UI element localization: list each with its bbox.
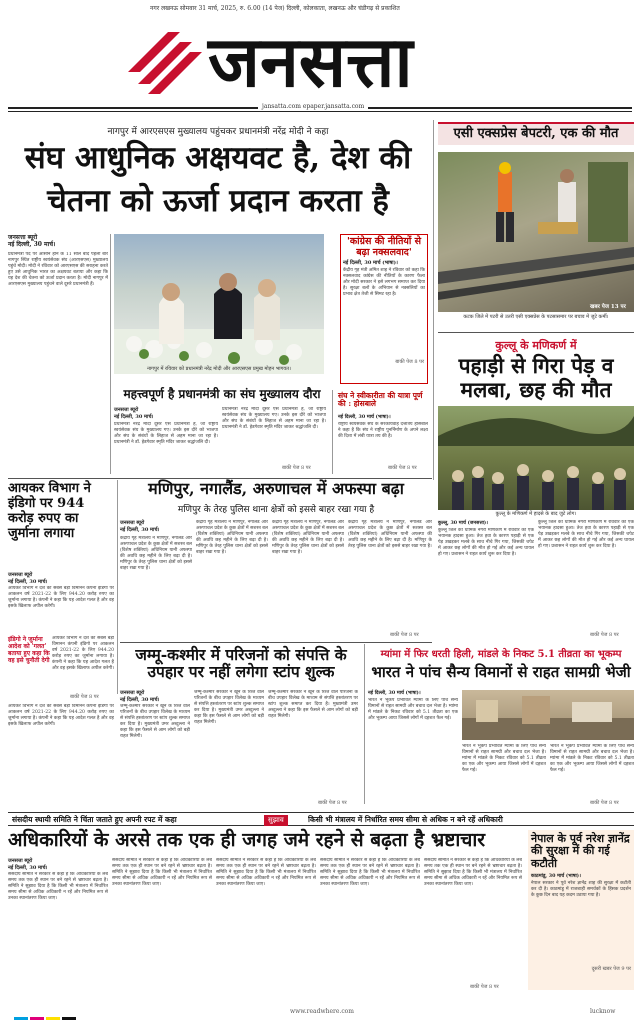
congress-box [340,234,428,384]
myanmar-kicker: म्यांमा में फिर धरती हिली, मांडले के निकट 5.1 तीव्रता का भूकम्प [380,649,622,660]
lead-photo-figures [114,234,324,374]
left-column-body: आयकर विभाग ने देश की सबसे बड़ी विमानन कंपनी इंडिगो पर आकलन वर्ष 2021-22 के लिए 944.20 करोड़ रुपए का जुर्माना लगाया है। कंपनी ने कहा कि यह आदेश गलत है और वह इसके खिलाफ अपील करेगी। [8,704,114,727]
sangh-visit-byline: जनसत्ता ब्यूरो नई दिल्ली, 30 मार्च। [114,407,154,420]
lead-photo [114,234,324,374]
column-rule [110,234,111,474]
kullu-headline: पहाड़ी से गिरा पेड़ व मलबा, छह की मौत [458,353,614,402]
jk-more[interactable]: बाकी पेज 8 पर [318,800,347,806]
suggestion-bar-right: किसी भी मंत्रालय में निर्धारित समय सीमा से अधिक न बने रहें अधिकारी [308,815,503,824]
congress-more[interactable]: बाकी पेज 8 पर [395,359,424,366]
suggestion-bar [8,812,634,826]
lead-body: प्रधानमंत्री पद पर आसीन होने के 11 साल बाद पहली बार नागपुर स्थित राष्ट्रीय स्वयंसेवक संघ (आरएसएस) मुख्यालय पहुंचे मोदी। मोदी ने रविवार को आरएसएस की सराहना करते हुए उसे आधुनिक भारत का अक्षयवट बताया और कहा कि यह देश की चेतना को ऊर्जा प्रदान करता है। मोदी नागपुर में आरएसएस मुख्यालय पहुंचने वाले दूसरे प्रधानमंत्री हैं। [8,252,108,287]
color-registration-bar [14,1008,78,1020]
afspa-body-col4: केंद्रीय गृह मंत्रालय ने मणिपुर, नगालैंड और अरुणाचल प्रदेश के कुछ क्षेत्रों में सशस्त्र बल (विशेष शक्तियां) अधिनियम यानी अफस्पा की अवधि छह महीने के लिए बढ़ा दी है। मणिपुर के तेरह पुलिस थाना क्षेत्रों को इससे बाहर रखा गया है। [348,520,432,549]
afspa-subhead: मणिपुर के तेरह पुलिस थाना क्षेत्रों को इससे बाहर रखा गया है [177,505,375,515]
hosabale-body: राष्ट्रीय स्वयंसेवक संघ के सरकार्यवाह दत्तात्रेय होसबाले ने कहा है कि संघ ने राष्ट्रीय पुनर्निर्माण के अपने लक्ष्य की दिशा में लंबी यात्रा तय की है। [338,422,428,439]
corruption-body-col5: संसदीय समिति ने सरकार से कहा है कि अधिकारियों के लंबे समय तक एक ही स्थान पर बने रहने से भ्रष्टाचार बढ़ता है। समिति ने सुझाव दिया है कि किसी भी मंत्रालय में निर्धारित समय सीमा से अधिक अधिकारी न रहें और नियमित रूप से उनका स्थानांतरण किया जाए। [424,858,522,887]
sangh-visit-body-col1: प्रधानमंत्री नरेंद्र मोदी दूसरे ऐसे प्रधानमंत्री हैं, जो राष्ट्रीय स्वयंसेवक संघ के मुख्यालय गए। उनके इस दौरे को भाजपा और संघ के संबंधों के लिहाज से अहम माना जा रहा है। प्रधानमंत्री ने डॉ. हेडगेवार स्मृति मंदिर जाकर श्रद्धांजलि दी। [114,422,218,445]
jk-headline: जम्मू-कश्मीर में परिजनों को संपत्ति के उपहार पर नहीं लगेगा स्टांप शुल्क [135,645,347,682]
hosabale-headline: संघ ने स्वीकारीता की यात्रा पूर्ण की : होसबाले [338,391,423,409]
logo-text: जनसत्ता [208,22,413,100]
indigo-more[interactable]: बाकी पेज 8 पर [70,694,99,700]
sangh-visit-body-col2: प्रधानमंत्री नरेंद्र मोदी दूसरे ऐसे प्रधानमंत्री हैं, जो राष्ट्रीय स्वयंसेवक संघ के मुख्यालय गए। उनके इस दौरे को भाजपा और संघ के संबंधों के लिहाज से अहम माना जा रहा है। प्रधानमंत्री ने डॉ. हेडगेवार स्मृति मंदिर जाकर श्रद्धांजलि दी। [222,407,326,430]
nepal-box [528,830,634,990]
nepal-more[interactable]: दूसरी खबर पेज 9 पर [591,965,631,972]
congress-headline: 'कांग्रेस की नीतियों से बढ़ा नक्सलवाद' [346,236,422,258]
myanmar-body-col1: भारत ने भूकंप प्रभावित म्यांमा के लिए पांच सैन्य विमानों से राहत सामग्री और बचाव दल भेजा है। म्यांमा में मांडले के निकट रविवार को 5.1 तीव्रता का एक और भूकम्प आया जिससे लोगों में दहशत फैल गई। [368,698,458,721]
indigo-headline: आयकर विभाग ने इंडिगो पर 944 करोड़ रुपए का जुर्माना लगाया [8,481,91,541]
column-rule [364,644,365,804]
myanmar-photo [462,690,634,740]
logo-emblem-icon [128,32,202,94]
afspa-body-col1: केंद्रीय गृह मंत्रालय ने मणिपुर, नगालैंड और अरुणाचल प्रदेश के कुछ क्षेत्रों में सशस्त्र बल (विशेष शक्तियां) अधिनियम यानी अफस्पा की अवधि छह महीने के लिए बढ़ा दी है। मणिपुर के तेरह पुलिस थाना क्षेत्रों को इससे बाहर रखा गया है। [120,536,192,571]
afspa-more[interactable]: बाकी पेज 8 पर [390,632,419,638]
nepal-body: नेपाल सरकार ने पूर्व नरेश ज्ञानेंद्र शाह की सुरक्षा में कटौती कर दी है। काठमांडू में राजशाही समर्थकों के हिंसक प्रदर्शन के कुछ दिन बाद यह कदम उठाया गया है। [531,880,631,898]
afspa-byline: जनसत्ता ब्यूरो नई दिल्ली, 30 मार्च। [120,520,160,533]
masthead-url[interactable]: jansatta.com epaper.jansatta.com [258,103,368,110]
lead-photo-caption: नागपुर में रविवार को प्रधानमंत्री नरेंद्र मोदी और आरएसएस प्रमुख मोहन भागवत। [147,366,291,372]
section-rule [438,332,634,333]
corruption-body-col2: संसदीय समिति ने सरकार से कहा है कि अधिकारियों के लंबे समय तक एक ही स्थान पर बने रहने से भ्रष्टाचार बढ़ता है। समिति ने सुझाव दिया है कि किसी भी मंत्रालय में निर्धारित समय सीमा से अधिक अधिकारी न रहें और नियमित रूप से उनका स्थानांतरण किया जाए। [112,858,212,887]
myanmar-body-col2: भारत ने भूकंप प्रभावित म्यांमा के लिए पांच सैन्य विमानों से राहत सामग्री और बचाव दल भेजा है। म्यांमा में मांडले के निकट रविवार को 5.1 तीव्रता का एक और भूकम्प आया जिससे लोगों में दहशत फैल गई। [462,744,546,773]
hosabale-more[interactable]: बाकी पेज 8 पर [388,465,417,471]
congress-byline: नई दिल्ली, 30 मार्च (भाषा)। [343,260,398,267]
corruption-byline: जनसत्ता ब्यूरो नई दिल्ली, 30 मार्च। [8,858,48,871]
train-photo [438,152,634,312]
corruption-more[interactable]: बाकी पेज 8 पर [470,984,499,990]
train-caption: कटक जिले में पटरी से उतरी एसी एक्सप्रेस के पटसासमार पर बचाव में जुटे कर्मी। [463,314,609,320]
kullu-kicker: कुल्लू के मणिकर्ण में [495,339,577,352]
myanmar-body-col3: भारत ने भूकंप प्रभावित म्यांमा के लिए पांच सैन्य विमानों से राहत सामग्री और बचाव दल भेजा है। म्यांमा में मांडले के निकट रविवार को 5.1 तीव्रता का एक और भूकम्प आया जिससे लोगों में दहशत फैल गई। [550,744,634,773]
kullu-body-col2: कुल्लू जिले की धार्मिक नगरी मणिकर्ण में रविवार को एक भयानक हादसा हुआ। तेज हवा के कारण पहाड़ी से एक पेड़ उखड़कर मलबे के साथ नीचे गिर गया, जिसकी चपेट में आकर छह लोगों की मौत हो गई और कई अन्य घायल हो गए। प्रशासन ने राहत कार्य शुरू कर दिया है। [538,520,634,549]
congress-body: केंद्रीय गृह मंत्री अमित शाह ने रविवार को कहा कि नक्सलवाद कांग्रेस की नीतियों के कारण फैला और मोदी सरकार ने इसे लगभग समाप्त कर दिया है। सुरक्षा बलों के अभियान से नक्सलियों का प्रभाव क्षेत्र तेजी से सिमट रहा है। [343,268,425,298]
footer-url[interactable]: www.readwhere.com [290,1008,354,1015]
corruption-headline: अधिकारियों के अरसे तक एक ही जगह जमे रहने से बढ़ता है भ्रष्टाचार [8,829,486,851]
train-headline: एसी एक्सप्रेस बेपटरी, एक की मौत [438,122,634,145]
kullu-caption: कुल्लू के मणिकर्ण में हादसे के बाद जुटे लोग। [495,511,577,517]
lead-byline: जनसत्ता ब्यूरो नई दिल्ली, 30 मार्च। [8,234,56,248]
kullu-more[interactable]: बाकी पेज 8 पर [590,632,619,638]
footer-city: lucknow [590,1008,616,1015]
afspa-body-col2: केंद्रीय गृह मंत्रालय ने मणिपुर, नगालैंड और अरुणाचल प्रदेश के कुछ क्षेत्रों में सशस्त्र बल (विशेष शक्तियां) अधिनियम यानी अफस्पा की अवधि छह महीने के लिए बढ़ा दी है। मणिपुर के तेरह पुलिस थाना क्षेत्रों को इससे बाहर रखा गया है। [196,520,268,555]
nepal-byline: काठमांडू, 30 मार्च (भाषा)। [531,872,581,879]
kullu-byline: कुल्लू, 30 मार्च (जनसत्ता)। [438,520,488,526]
train-page-ref[interactable]: खबर पेज 13 पर [590,304,626,310]
jk-body-col1: जम्मू-कश्मीर सरकार ने खून के रिश्ते वाले परिजनों के बीच उपहार विलेख के माध्यम से संपत्ति हस्तांतरण पर स्टांप शुल्क समाप्त कर दिया है। मुख्यमंत्री उमर अब्दुल्ला ने कहा कि इस फैसले से आम लोगों को बड़ी राहत मिलेगी। [120,704,190,739]
indigo-inset: इंडिगो ने जुर्माना आदेश को 'गलत' बताया हुए कहा कि वह इसे चुनौती देगी [8,636,50,664]
myanmar-byline: नई दिल्ली, 30 मार्च (भाषा)। [368,690,421,696]
kullu-photo-crowd [438,406,634,510]
corruption-body-col3: संसदीय समिति ने सरकार से कहा है कि अधिकारियों के लंबे समय तक एक ही स्थान पर बने रहने से भ्रष्टाचार बढ़ता है। समिति ने सुझाव दिया है कि किसी भी मंत्रालय में निर्धारित समय सीमा से अधिक अधिकारी न रहें और नियमित रूप से उनका स्थानांतरण किया जाए। [216,858,316,887]
sangh-visit-more[interactable]: बाकी पेज 8 पर [282,465,311,471]
afspa-body-col3: केंद्रीय गृह मंत्रालय ने मणिपुर, नगालैंड और अरुणाचल प्रदेश के कुछ क्षेत्रों में सशस्त्र बल (विशेष शक्तियां) अधिनियम यानी अफस्पा की अवधि छह महीने के लिए बढ़ा दी है। मणिपुर के तेरह पुलिस थाना क्षेत्रों को इससे बाहर रखा गया है। [272,520,344,555]
nepal-headline: नेपाल के पूर्व नरेश ज्ञानेंद्र की सुरक्षा में की गई कटौती [531,832,630,870]
jk-body-col2: जम्मू-कश्मीर सरकार ने खून के रिश्ते वाले परिजनों के बीच उपहार विलेख के माध्यम से संपत्ति हस्तांतरण पर स्टांप शुल्क समाप्त कर दिया है। मुख्यमंत्री उमर अब्दुल्ला ने कहा कि इस फैसले से आम लोगों को बड़ी राहत मिलेगी। [194,690,264,725]
train-photo-scene [438,152,634,312]
section-rule [120,642,432,643]
kullu-body-col1: कुल्लू जिले की धार्मिक नगरी मणिकर्ण में रविवार को एक भयानक हादसा हुआ। तेज हवा के कारण पहाड़ी से एक पेड़ उखड़कर मलबे के साथ नीचे गिर गया, जिसकी चपेट में आकर छह लोगों की मौत हो गई और कई अन्य घायल हो गए। प्रशासन ने राहत कार्य शुरू कर दिया है। [438,528,534,557]
masthead-logo [118,22,538,100]
masthead-rule-thin [8,111,632,112]
lead-headline-line2: चेतना को ऊर्जा प्रदान करता है [47,183,389,219]
myanmar-photo-scene [462,690,634,740]
afspa-headline: मणिपुर, नगालैंड, अरुणाचल में अफस्पा बढ़ा [148,479,404,498]
corruption-body-col1: संसदीय समिति ने सरकार से कहा है कि अधिकारियों के लंबे समय तक एक ही स्थान पर बने रहने से भ्रष्टाचार बढ़ता है। समिति ने सुझाव दिया है कि किसी भी मंत्रालय में निर्धारित समय सीमा से अधिक अधिकारी न रहें और नियमित रूप से उनका स्थानांतरण किया जाए। [8,872,108,901]
hosabale-byline: नई दिल्ली, 30 मार्च (भाषा)। [338,414,391,420]
indigo-body: आयकर विभाग ने देश की सबसे बड़ी विमानन कंपनी इंडिगो पर आकलन वर्ष 2021-22 के लिए 944.20 करोड़ रुपए का जुर्माना लगाया है। कंपनी ने कहा कि यह आदेश गलत है और वह इसके खिलाफ अपील करेगी। [8,586,114,609]
kullu-photo [438,406,634,510]
lead-headline-line1: संघ आधुनिक अक्षयवट है, देश की [24,140,412,176]
myanmar-more[interactable]: बाकी पेज 8 पर [590,800,619,806]
edition-line: नगर लखनऊ सोमवार 31 मार्च, 2025, रु. 6.00 (14 पेज) दिल्ली, कोलकाता, लखनऊ और चंडीगढ़ से प्रकाशित [150,5,400,12]
column-rule [332,390,333,474]
sangh-visit-headline: महत्त्वपूर्ण है प्रधानमंत्री का संघ मुख्यालय दौरा [123,387,321,401]
jk-body-col3: जम्मू-कश्मीर सरकार ने खून के रिश्ते वाले परिजनों के बीच उपहार विलेख के माध्यम से संपत्ति हस्तांतरण पर स्टांप शुल्क समाप्त कर दिया है। मुख्यमंत्री उमर अब्दुल्ला ने कहा कि इस फैसले से आम लोगों को बड़ी राहत मिलेगी। [268,690,358,719]
indigo-byline: जनसत्ता ब्यूरो नई दिल्ली, 30 मार्च। [8,572,48,585]
suggestion-tag: सुझाव [264,815,288,826]
lead-kicker: नागपुर में आरएसएस मुख्यालय पहुंचकर प्रधानमंत्री नरेंद्र मोदी ने कहा [107,127,329,137]
myanmar-headline: भारत ने पांच सैन्य विमानों से राहत सामग्री भेजी [371,663,631,681]
jk-byline: जनसत्ता ब्यूरो नई दिल्ली, 30 मार्च। [120,690,160,703]
suggestion-bar-left: संसदीय स्थायी समिति ने चिंता जताते हुए अपनी रपट में कहा [12,815,177,824]
corruption-body-col4: संसदीय समिति ने सरकार से कहा है कि अधिकारियों के लंबे समय तक एक ही स्थान पर बने रहने से भ्रष्टाचार बढ़ता है। समिति ने सुझाव दिया है कि किसी भी मंत्रालय में निर्धारित समय सीमा से अधिक अधिकारी न रहें और नियमित रूप से उनका स्थानांतरण किया जाए। [320,858,420,887]
column-rule [433,120,434,480]
column-rule [117,480,118,694]
indigo-body-col2: आयकर विभाग ने देश की सबसे बड़ी विमानन कंपनी इंडिगो पर आकलन वर्ष 2021-22 के लिए 944.20 करोड़ रुपए का जुर्माना लगाया है। कंपनी ने कहा कि यह आदेश गलत है और वह इसके खिलाफ अपील करेगी। [52,636,114,671]
